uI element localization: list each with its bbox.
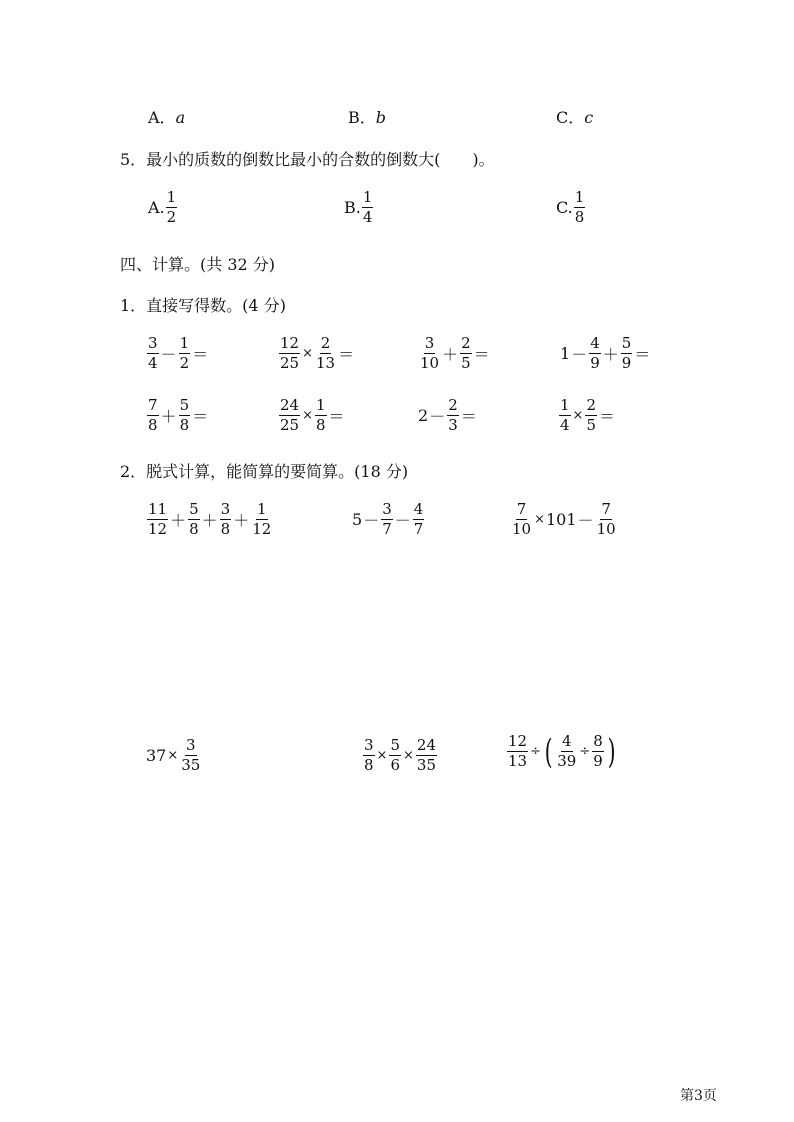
numerator: 2 (320, 334, 331, 352)
denominator: 2 (166, 208, 177, 226)
fraction (179, 398, 191, 433)
denominator: 2 (179, 354, 190, 372)
numerator: 2 (461, 334, 471, 352)
option-value: a (175, 108, 186, 127)
calc-1-8 (558, 398, 616, 433)
denominator: 8 (316, 416, 326, 434)
calc-1-3 (418, 336, 491, 371)
operator: × (403, 748, 414, 763)
fraction (413, 502, 425, 537)
option-label: B． (348, 108, 376, 127)
calc-2-1 (146, 502, 273, 537)
q5-option-c (556, 190, 586, 225)
denominator: 4 (560, 416, 570, 434)
denominator: 3 (448, 416, 458, 434)
calc-1-2 (278, 336, 355, 371)
calc-1-6 (278, 398, 346, 433)
parenthesis: ) (607, 731, 616, 772)
fraction (188, 502, 200, 537)
operator: ＋ (442, 345, 459, 364)
operator: × (376, 748, 388, 763)
calc-1-5 (146, 398, 209, 433)
fraction (507, 734, 528, 769)
page-number: 第3页 (680, 1088, 717, 1104)
denominator: 6 (390, 756, 400, 774)
denominator: 39 (557, 752, 577, 770)
fraction (147, 336, 159, 371)
numerator: 1 (179, 334, 190, 352)
numerator: 4 (413, 500, 424, 518)
numerator: 7 (601, 500, 611, 518)
operator: ＝ (460, 407, 477, 426)
numerator: 1 (316, 396, 326, 414)
numerator: 3 (382, 500, 392, 518)
fraction (585, 398, 597, 433)
fraction (460, 336, 472, 371)
operator: × (167, 748, 179, 763)
numerator: 12 (280, 334, 300, 352)
denominator: 7 (382, 520, 392, 538)
numerator: 3 (186, 736, 196, 754)
numerator: 7 (516, 500, 527, 518)
q4-option-a (148, 108, 185, 128)
operator: － (160, 345, 177, 364)
numerator: 1 (257, 500, 267, 518)
calc-2-6 (506, 731, 618, 772)
q5-option-b (344, 190, 374, 225)
calc-1-4 (560, 336, 651, 371)
fraction (621, 336, 633, 371)
option-label: C. (556, 198, 573, 217)
fraction (363, 738, 375, 773)
fraction (147, 398, 159, 433)
number: 2 (418, 406, 429, 425)
denominator: 8 (574, 208, 585, 226)
operator: ＝ (338, 345, 355, 364)
operator: ＋ (160, 407, 177, 426)
fraction (179, 336, 191, 371)
denominator: 8 (189, 520, 199, 538)
denominator: 9 (621, 354, 632, 372)
denominator: 10 (596, 520, 616, 538)
fraction (251, 502, 272, 537)
operator: × (534, 512, 545, 527)
fraction (574, 190, 586, 225)
numerator: 1 (560, 396, 570, 414)
denominator: 10 (420, 354, 440, 372)
calc-2-2 (352, 502, 425, 537)
denominator: 25 (280, 416, 300, 434)
numerator: 24 (416, 736, 436, 754)
option-value: b (375, 108, 387, 127)
operator: － (429, 407, 446, 426)
denominator: 13 (508, 752, 528, 770)
operator: － (571, 345, 588, 364)
fraction (592, 734, 604, 769)
denominator: 10 (512, 520, 532, 538)
operator: ＝ (634, 345, 651, 364)
option-label: A. (148, 198, 165, 217)
section-title: 四、计算。(共 32 分) (120, 255, 276, 274)
numerator: 5 (390, 736, 400, 754)
question-5: 5．最小的质数的倒数比最小的合数的倒数大( )。 (120, 150, 495, 169)
operator: ＋ (233, 511, 250, 530)
fraction (147, 502, 168, 537)
operator: ＋ (602, 345, 619, 364)
operator: ＝ (192, 345, 209, 364)
numerator: 4 (562, 732, 572, 750)
operator: × (302, 346, 313, 361)
denominator: 4 (362, 208, 373, 226)
operator: ＝ (473, 345, 490, 364)
fraction (315, 398, 327, 433)
denominator: 7 (413, 520, 424, 538)
number: 37 (146, 746, 167, 765)
denominator: 8 (148, 416, 158, 434)
operator: ＝ (599, 407, 616, 426)
parenthesis: ( (544, 731, 553, 772)
part-2-title: 2．脱式计算，能简算的要简算。(18 分) (120, 462, 409, 481)
denominator: 35 (416, 756, 436, 774)
calc-2-3 (510, 502, 618, 537)
numerator: 5 (189, 500, 199, 518)
denominator: 13 (316, 354, 336, 372)
numerator: 1 (166, 188, 177, 206)
operator: ÷ (530, 744, 541, 759)
numerator: 3 (148, 334, 158, 352)
numerator: 1 (574, 188, 585, 206)
fraction (511, 502, 532, 537)
numerator: 12 (508, 732, 528, 750)
numerator: 5 (621, 334, 632, 352)
fraction (381, 502, 393, 537)
numerator: 3 (364, 736, 374, 754)
calc-1-1 (146, 336, 209, 371)
calc-2-5 (362, 738, 438, 773)
operator: × (572, 408, 584, 423)
fraction (419, 336, 440, 371)
denominator: 9 (590, 354, 600, 372)
operator: ÷ (579, 744, 591, 759)
fraction (416, 738, 437, 773)
denominator: 12 (252, 520, 272, 538)
fraction (389, 738, 401, 773)
operator: ＋ (201, 511, 218, 530)
denominator: 5 (586, 416, 596, 434)
fraction (589, 336, 601, 371)
fraction (559, 398, 571, 433)
operator: ＝ (328, 407, 345, 426)
numerator: 24 (280, 396, 300, 414)
fraction (596, 502, 617, 537)
numerator: 7 (148, 396, 158, 414)
operator: － (577, 511, 594, 530)
operator: ＋ (170, 511, 187, 530)
option-label: B. (344, 198, 361, 217)
calc-2-4 (146, 738, 202, 773)
fraction (166, 190, 178, 225)
calc-1-7 (418, 398, 478, 433)
q4-option-b (348, 108, 386, 128)
fraction (279, 398, 300, 433)
denominator: 8 (220, 520, 231, 538)
denominator: 25 (280, 354, 300, 372)
fraction (447, 398, 459, 433)
q5-option-a (148, 190, 178, 225)
operator: － (363, 511, 380, 530)
number: 5 (352, 510, 363, 529)
operator: － (394, 511, 411, 530)
fraction (556, 734, 577, 769)
numerator: 11 (148, 500, 168, 518)
number: 101 (546, 510, 577, 529)
numerator: 2 (448, 396, 458, 414)
numerator: 3 (220, 500, 231, 518)
denominator: 8 (179, 416, 190, 434)
numerator: 4 (590, 334, 600, 352)
denominator: 8 (364, 756, 374, 774)
numerator: 1 (362, 188, 373, 206)
denominator: 4 (148, 354, 158, 372)
denominator: 35 (181, 756, 201, 774)
denominator: 9 (593, 752, 603, 770)
operator: ＝ (192, 407, 209, 426)
option-value: c (584, 108, 594, 127)
part-1-title: 1．直接写得数。(4 分) (120, 296, 286, 315)
denominator: 12 (148, 520, 168, 538)
fraction (279, 336, 300, 371)
option-label: A． (148, 108, 176, 127)
operator: × (302, 408, 313, 423)
fraction (220, 502, 232, 537)
numerator: 8 (593, 732, 603, 750)
numerator: 2 (586, 396, 596, 414)
numerator: 5 (179, 396, 190, 414)
numerator: 3 (424, 334, 435, 352)
denominator: 5 (461, 354, 471, 372)
fraction (362, 190, 374, 225)
fraction (315, 336, 336, 371)
q4-option-c (556, 108, 593, 128)
option-label: C． (556, 108, 585, 127)
number: 1 (560, 344, 571, 363)
fraction (180, 738, 201, 773)
